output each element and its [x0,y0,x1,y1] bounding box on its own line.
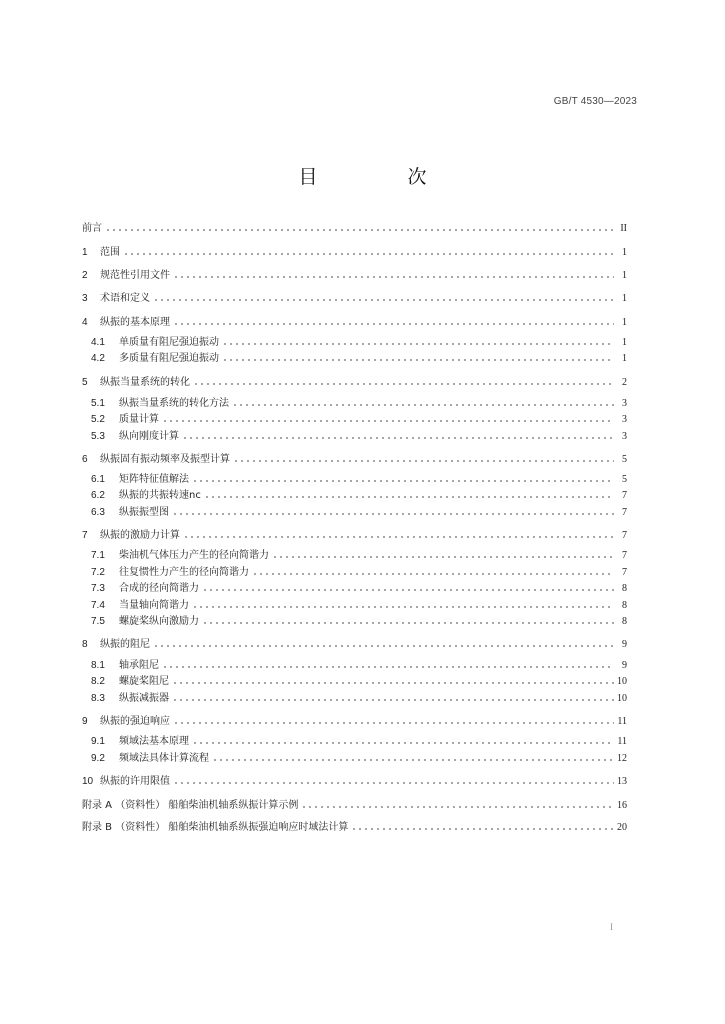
toc-entry-number: 6.2 [91,490,105,501]
toc-entry-number: 8.1 [91,660,105,671]
toc-leader-dots [252,572,614,576]
toc-entry [91,582,627,596]
toc-leader-dots [182,436,614,440]
toc-entry [82,799,627,813]
toc-entry-number: 6 [82,454,88,465]
toc-entry-title: 附录 A （资料性） 船舶柴油机轴系纵振计算示例 [82,800,299,811]
toc-entry-page: 5 [622,474,627,485]
toc-entry [91,566,627,580]
toc-entry-page: 9 [622,660,627,671]
toc-leader-dots [192,741,614,745]
toc-entry-number: 6.3 [91,507,105,518]
toc-entry [82,715,627,729]
toc-entry-title: 纵振减振器 [119,693,169,704]
toc-leader-dots [173,721,614,725]
toc-leader-dots [123,252,614,256]
toc-entry [91,599,627,613]
toc-entry [82,246,627,260]
toc-entry-page: 5 [622,454,627,465]
toc-entry-title: 范围 [100,247,120,258]
toc-leader-dots [301,805,614,809]
toc-entry-page: 16 [617,800,627,811]
toc-entry-number: 7.2 [91,567,105,578]
toc-entry-page: 11 [617,736,627,747]
toc-entry-number: 6.1 [91,474,105,485]
toc-entry-number: 4.1 [91,337,105,348]
toc-entry-title: 纵振的激励力计算 [100,530,180,541]
toc-entry-title: 当量轴向简谐力 [119,600,189,611]
toc-entry [91,336,627,350]
toc-leader-dots [222,358,614,362]
toc-entry [91,615,627,629]
toc-entry-page: 1 [622,247,627,258]
toc-entry-page: 8 [622,583,627,594]
toc-entry [91,473,627,487]
toc-leader-dots [173,322,614,326]
toc-entry [82,529,627,543]
toc-entry-page: 20 [617,822,627,833]
toc-entry [91,506,627,520]
toc-entry-page: 1 [622,293,627,304]
toc-leader-dots [193,382,614,386]
toc-entry-number: 3 [82,293,88,304]
toc-entry-page: 3 [622,431,627,442]
toc-entry [91,430,627,444]
toc-entry [82,638,627,652]
toc-entry-page: 1 [622,270,627,281]
toc-entry-number: 5.3 [91,431,105,442]
toc-entry [82,453,627,467]
toc-entry-number: 7 [82,530,88,541]
toc-entry-title: 往复惯性力产生的径向简谐力 [119,567,249,578]
toc-entry [91,397,627,411]
toc-entry-number: 8 [82,639,88,650]
toc-entry-title: 矩阵特征值解法 [119,474,189,485]
toc-leader-dots [272,555,614,559]
toc-entry-title: 规范性引用文件 [100,270,170,281]
toc-entry-page: 7 [622,507,627,518]
toc-entry-title: 纵振固有振动频率及振型计算 [100,454,230,465]
toc-leader-dots [233,459,614,463]
toc-entry-title: 纵向刚度计算 [119,431,179,442]
toc-entry-page: 13 [617,776,627,787]
toc-leader-dots [232,403,614,407]
toc-entry-page: 7 [622,550,627,561]
toc-entry-number: 9 [82,716,88,727]
toc-entry-page: 7 [622,530,627,541]
toc-entry-title: 螺旋桨纵向激励力 [119,616,199,627]
toc-entry-title: 质量计算 [119,414,159,425]
toc-entry-page: 10 [617,676,627,687]
toc-entry-page: 11 [617,716,627,727]
toc-leader-dots [162,665,614,669]
toc-entry-title: 多质量有阻尼强迫振动 [119,353,219,364]
toc-entry-page: 7 [622,490,627,501]
toc-entry-title: 螺旋桨阻尼 [119,676,169,687]
toc-entry-title: 频域法具体计算流程 [119,753,209,764]
toc-leader-dots [222,342,614,346]
toc-entry-number: 7.3 [91,583,105,594]
toc-entry-page: 12 [617,753,627,764]
toc-entry [82,292,627,306]
toc-title: 目 次 [298,166,469,188]
toc-entry-page: 7 [622,567,627,578]
toc-entry-page: 1 [622,353,627,364]
toc-entry [82,376,627,390]
toc-entry-title: 柴油机气体压力产生的径向简谐力 [119,550,269,561]
toc-entry-title: 前言 [82,223,102,234]
toc-entry [91,549,627,563]
toc-entry-number: 5.2 [91,414,105,425]
toc-entry-title: 单质量有阻尼强迫振动 [119,337,219,348]
toc-entry-number: 7.5 [91,616,105,627]
toc-entry-number: 5 [82,377,88,388]
toc-entry-number: 5.1 [91,398,105,409]
toc-entry-page: 8 [622,600,627,611]
toc-leader-dots [192,605,614,609]
toc-entry-title: 纵振的阻尼 [100,639,150,650]
toc-leader-dots [212,758,614,762]
toc-entry-title: 合成的径向简谐力 [119,583,199,594]
toc-entry [91,659,627,673]
toc-entry-number: 9.2 [91,753,105,764]
toc-entry-page: II [620,223,627,234]
toc-entry-title: 纵振的基本原理 [100,317,170,328]
toc-entry-page: 1 [622,317,627,328]
toc-entry-page: 3 [622,414,627,425]
toc-entry-number: 8.3 [91,693,105,704]
toc-entry-title: 轴承阻尼 [119,660,159,671]
toc-leader-dots [173,275,614,279]
toc-entry-page: 9 [622,639,627,650]
toc-entry-number: 2 [82,270,88,281]
toc-entry-title: 纵振当量系统的转化 [100,377,190,388]
toc-leader-dots [173,781,614,785]
toc-entry [91,692,627,706]
toc-leader-dots [172,512,614,516]
toc-entry-number: 7.4 [91,600,105,611]
toc-entry [82,222,627,236]
toc-leader-dots [351,827,614,831]
toc-entry-title: 附录 B （资料性） 船舶柴油机轴系纵振强迫响应时域法计算 [82,822,349,833]
toc-entry-page: 10 [617,693,627,704]
toc-entry-number: 7.1 [91,550,105,561]
toc-leader-dots [202,588,614,592]
toc-entry-title: 纵振的许用限值 [100,776,170,787]
toc-leader-dots [172,681,614,685]
toc-entry [91,735,627,749]
toc-entry [91,675,627,689]
toc-entry-page: 2 [622,377,627,388]
toc-entry-page: 8 [622,616,627,627]
toc-entry-number: 10 [82,776,94,787]
toc-entry-page: 1 [622,337,627,348]
toc-entry [91,413,627,427]
toc-entry-number: 9.1 [91,736,105,747]
toc-entry [82,821,627,835]
toc-leader-dots [162,419,614,423]
toc-leader-dots [105,228,614,232]
toc-entry [82,269,627,283]
toc-entry [82,316,627,330]
toc-entry-number: 4.2 [91,353,105,364]
toc-entry-number: 1 [82,247,88,258]
toc-entry [91,352,627,366]
toc-entry-title: 纵振当量系统的转化方法 [119,398,229,409]
toc-entry [91,489,627,503]
toc-leader-dots [172,698,614,702]
toc-entry [82,775,627,789]
page-number: I [610,922,613,932]
toc-leader-dots [202,621,614,625]
standard-number: GB/T 4530—2023 [553,96,637,107]
toc-entry-title: 纵振的强迫响应 [100,716,170,727]
toc-entry-number: 4 [82,317,88,328]
toc-entry-number: 8.2 [91,676,105,687]
toc-leader-dots [192,479,614,483]
toc-entry [91,752,627,766]
toc-entry-page: 3 [622,398,627,409]
toc-entry-title: 术语和定义 [100,293,150,304]
toc-leader-dots [153,298,614,302]
toc-leader-dots [153,644,614,648]
toc-leader-dots [204,495,614,499]
toc-entry-title: 纵振振型图 [119,507,169,518]
toc-entry-title: 频域法基本原理 [119,736,189,747]
toc-entry-title: 纵振的共振转速nc [119,490,201,501]
toc-leader-dots [183,535,614,539]
